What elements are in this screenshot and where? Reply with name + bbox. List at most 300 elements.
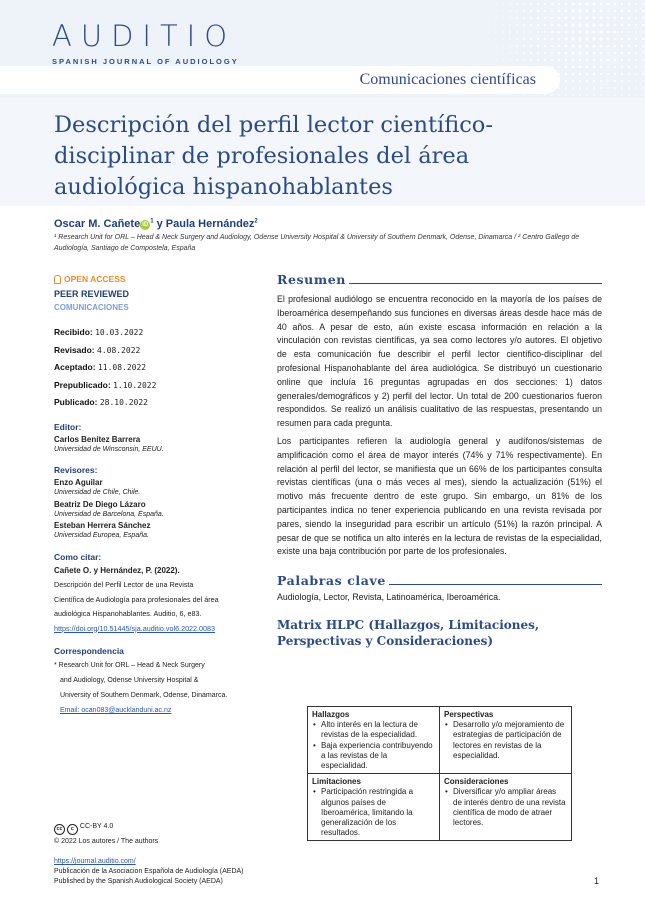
pattern-dot xyxy=(502,52,503,53)
pattern-dot xyxy=(635,3,637,5)
pattern-dot xyxy=(578,37,581,40)
pattern-dot xyxy=(496,60,497,61)
pattern-dot xyxy=(544,59,546,61)
pattern-dot xyxy=(565,3,568,6)
pattern-dot xyxy=(578,16,581,19)
article-sidebar xyxy=(54,274,254,718)
journal-logo[interactable] xyxy=(52,19,239,66)
matrix-cell-consideraciones xyxy=(440,774,572,841)
keywords: Audiología, Lector, Revista, Latinoamérica, Iberoamérica. xyxy=(277,592,501,603)
license-row xyxy=(54,820,158,835)
pattern-dot xyxy=(516,3,518,5)
matrix-row xyxy=(308,774,572,841)
pattern-dot xyxy=(551,10,554,13)
pattern-dot xyxy=(530,10,532,12)
pattern-dot xyxy=(642,10,644,12)
pattern-dot xyxy=(642,66,644,68)
pattern-dot xyxy=(628,73,630,75)
heading-rule xyxy=(349,283,602,284)
pattern-dot xyxy=(607,94,609,96)
list-item: • Desarrollo y/o mejoramiento de estrategias de participación de lectores en revistas de la especialidad. xyxy=(444,720,567,761)
pattern-dot xyxy=(565,66,567,68)
cell-list xyxy=(312,787,435,838)
matrix-cell-limitaciones xyxy=(308,774,440,841)
pattern-dot xyxy=(482,25,483,26)
reviewer-institution: Universidad de Chile, Chile. xyxy=(54,489,141,496)
pattern-dot xyxy=(600,45,603,48)
date-row xyxy=(54,359,254,377)
pattern-dot xyxy=(592,37,595,40)
open-access-label: OPEN ACCESS xyxy=(64,274,126,284)
pattern-dot xyxy=(642,45,644,47)
pattern-dot xyxy=(516,59,517,60)
date-row xyxy=(54,377,254,395)
matrix-row xyxy=(308,707,572,774)
pattern-dot xyxy=(558,94,560,96)
editor-institution: Universidad de Winsconsin, EEUU. xyxy=(54,445,164,453)
pattern-dot xyxy=(544,45,546,47)
pattern-dot xyxy=(635,94,636,95)
pattern-dot xyxy=(614,80,616,82)
pattern-dot xyxy=(496,53,497,54)
author-line xyxy=(54,218,258,230)
section-banner xyxy=(0,66,560,94)
list-item: • Participación restringida a algunos países de Iberoamérica, limitando la generalización de los resultados. xyxy=(312,787,435,838)
list-item: • Baja experiencia contribuyendo a las revistas de la especialidad. xyxy=(312,741,435,772)
pattern-dot xyxy=(496,11,497,12)
date-value: 10.03.2022 xyxy=(95,328,144,337)
date-row xyxy=(54,324,254,342)
creative-commons-icon[interactable]: cc xyxy=(54,824,65,835)
pattern-dot xyxy=(628,38,630,40)
pattern-dot xyxy=(614,73,616,75)
pattern-dot xyxy=(621,24,624,27)
cell-heading: Consideraciones xyxy=(444,777,509,787)
pattern-dot xyxy=(578,44,581,47)
pattern-dot xyxy=(593,80,595,82)
pattern-dot xyxy=(642,31,644,33)
pattern-dot xyxy=(558,59,560,61)
pattern-dot xyxy=(551,31,554,34)
pattern-dot xyxy=(586,66,589,69)
pattern-dot xyxy=(628,94,629,95)
pattern-dot xyxy=(628,3,630,5)
pattern-dot xyxy=(621,10,623,12)
pattern-dot xyxy=(607,73,609,75)
pattern-dot xyxy=(628,24,630,26)
pattern-dot xyxy=(586,80,588,82)
pattern-dot xyxy=(558,31,561,34)
pattern-dot xyxy=(614,94,616,96)
pattern-dot xyxy=(482,32,483,33)
pattern-dot xyxy=(642,87,643,88)
pattern-dot xyxy=(635,87,636,88)
pattern-dot xyxy=(523,24,525,26)
pattern-dot xyxy=(586,87,588,89)
pattern-dot xyxy=(571,23,574,26)
pattern-dot xyxy=(565,17,568,20)
pattern-dot xyxy=(489,18,490,19)
abstract-paragraph: Los participantes refieren la audiología general y audífonos/sistemas de amplificación como el área de mayor interés (74% y 71% respectivamente). En relación al perfil del lector, se manifiesta que un 66% de los participantes consulta revistas científicas (una o más veces al mes), siendo la actualización (51%) el motivo más frecuente dentro de este grupo. Sin embargo, un 81% de los participantes indica no tener experiencia publicando en una revista revisada por pares, siendo la inseguridad para escribir un artículo (51%) la razón principal. A pesar de que se notifica un alto interés en la lectura de revistas de la especialidad, existe una baja contribución por parte de los profesionales. xyxy=(277,435,602,557)
pattern-dot xyxy=(509,24,510,25)
pattern-dot xyxy=(523,3,525,5)
pattern-dot xyxy=(585,9,588,12)
date-value: 4.08.2022 xyxy=(97,345,141,355)
pattern-dot xyxy=(585,30,589,34)
pattern-dot xyxy=(621,38,624,41)
pattern-dot xyxy=(635,73,637,75)
pattern-dot xyxy=(502,59,503,60)
pattern-dot xyxy=(599,16,602,19)
pattern-dot xyxy=(635,38,637,40)
pattern-dot xyxy=(565,52,568,55)
pattern-dot xyxy=(565,94,567,96)
doi-link[interactable]: https://doi.org/10.51445/sja.auditio.vol6.2022.0083 xyxy=(54,623,216,633)
pattern-dot xyxy=(585,44,588,47)
pattern-dot xyxy=(579,87,581,89)
pattern-dot xyxy=(579,3,582,6)
pattern-dot xyxy=(544,17,546,19)
pattern-dot xyxy=(530,94,531,95)
pattern-dot xyxy=(544,10,546,12)
pattern-dot xyxy=(537,10,539,12)
pattern-dot xyxy=(607,87,609,89)
pattern-dot xyxy=(599,30,602,33)
logo-tagline: SPANISH JOURNAL OF AUDIOLOGY xyxy=(52,57,239,66)
pattern-dot xyxy=(530,24,532,26)
pattern-dot xyxy=(592,30,595,33)
pattern-dot xyxy=(572,94,574,96)
pattern-dot xyxy=(572,59,575,62)
pattern-dot xyxy=(509,38,510,39)
pattern-dot xyxy=(509,3,510,4)
pattern-dot xyxy=(502,24,503,25)
pattern-dot xyxy=(551,59,553,61)
pattern-dot xyxy=(516,45,518,47)
date-label: Recibido: xyxy=(54,327,93,337)
pattern-dot xyxy=(635,80,637,82)
pattern-dot xyxy=(551,38,554,41)
pattern-dot xyxy=(523,94,524,95)
cell-list xyxy=(444,787,567,828)
pattern-dot xyxy=(544,52,546,54)
pattern-dot xyxy=(572,10,575,13)
citation-authors: Cañete O. y Hernández, P. (2022). xyxy=(54,565,180,575)
pattern-dot xyxy=(495,31,496,32)
author-separator: y xyxy=(153,218,166,230)
pattern-dot xyxy=(482,53,483,54)
pattern-dot xyxy=(489,46,490,47)
pattern-dot xyxy=(537,45,539,47)
pattern-dot xyxy=(642,17,644,19)
pattern-dot xyxy=(600,73,602,75)
matrix-title: Matrix HLPC (Hallazgos, Limitaciones, Perspectivas y Consideraciones) xyxy=(277,617,540,648)
date-value: 1.10.2022 xyxy=(113,380,157,390)
article-type-label: COMUNICACIONES xyxy=(54,303,129,312)
pattern-dot xyxy=(523,38,525,40)
pattern-dot xyxy=(628,45,630,47)
pattern-dot xyxy=(614,52,617,55)
pattern-dot xyxy=(593,10,596,13)
pattern-dot xyxy=(593,52,596,55)
pattern-dot xyxy=(607,17,610,20)
pattern-dot xyxy=(572,87,574,89)
copyright: © 2022 Los autores / The authors xyxy=(54,838,159,845)
pattern-dot xyxy=(482,18,483,19)
pattern-dot xyxy=(537,94,538,95)
pattern-dot xyxy=(509,17,510,18)
pattern-dot xyxy=(565,45,568,48)
pattern-dot xyxy=(593,87,595,89)
pattern-dot xyxy=(628,10,630,12)
pattern-dot xyxy=(579,94,581,96)
pattern-dot xyxy=(537,31,539,33)
cite-heading: Como citar: xyxy=(54,551,102,562)
email-link[interactable]: Email: ocan083@aucklanduni.ac.nz xyxy=(60,707,172,714)
author-2[interactable]: Paula Hernández xyxy=(165,218,255,230)
pattern-dot xyxy=(621,52,623,54)
pattern-dot xyxy=(489,4,490,5)
pattern-dot xyxy=(593,59,596,62)
journal-footer xyxy=(54,857,244,887)
pattern-dot xyxy=(516,24,518,26)
pattern-dot xyxy=(600,94,602,96)
section-name: Comunicaciones científicas xyxy=(359,71,536,88)
citation-line: Descripción del Perfil Lector de una Revista xyxy=(54,580,194,589)
pattern-dot xyxy=(607,10,610,13)
pattern-dot xyxy=(621,87,623,89)
pattern-dot xyxy=(614,59,616,61)
pattern-dot xyxy=(579,59,582,62)
pattern-dot xyxy=(523,59,525,61)
pattern-dot xyxy=(642,94,643,95)
pattern-dot xyxy=(593,94,595,96)
date-label: Prepublicado: xyxy=(54,379,111,390)
pattern-dot xyxy=(544,31,546,33)
pattern-dot xyxy=(558,87,560,89)
heading-rule xyxy=(389,584,602,585)
pattern-dot xyxy=(530,59,532,61)
pattern-dot xyxy=(621,94,622,95)
pattern-dot xyxy=(537,3,539,5)
cell-heading: Limitaciones xyxy=(312,777,361,787)
pattern-dot xyxy=(585,37,588,40)
editor-heading: Editor: xyxy=(54,421,82,432)
pattern-dot xyxy=(635,52,637,54)
pattern-dot xyxy=(578,30,581,33)
pattern-dot xyxy=(495,17,496,18)
cell-list xyxy=(312,720,435,771)
pattern-dot xyxy=(530,3,532,5)
license-block xyxy=(54,820,158,848)
logo-wordmark: AUDITIO xyxy=(52,19,237,53)
pattern-dot xyxy=(628,87,630,89)
pattern-dot xyxy=(600,3,603,6)
pattern-dot xyxy=(600,52,603,55)
pattern-dot xyxy=(502,3,503,4)
pattern-dot xyxy=(571,30,574,33)
page-number: 1 xyxy=(594,876,600,886)
pattern-dot xyxy=(635,31,637,33)
pattern-dot xyxy=(482,11,483,12)
pattern-dot xyxy=(523,17,525,19)
pattern-dot xyxy=(537,38,539,40)
pattern-dot xyxy=(489,32,490,33)
pattern-dot xyxy=(523,31,525,33)
pattern-dot xyxy=(516,31,518,33)
pattern-dot xyxy=(635,10,637,12)
pattern-dot xyxy=(565,73,567,75)
pattern-dot xyxy=(642,59,644,61)
correspondence-heading: Correspondencia xyxy=(54,646,124,656)
pattern-dot xyxy=(614,45,617,48)
pattern-dot xyxy=(523,52,525,54)
pattern-dot xyxy=(482,60,483,61)
pattern-dot xyxy=(628,80,630,82)
pattern-dot xyxy=(621,3,623,5)
pattern-dot xyxy=(600,80,602,82)
license-label[interactable]: CC-BY 4.0 xyxy=(79,823,114,830)
pattern-dot xyxy=(558,10,561,13)
journal-header xyxy=(0,0,645,98)
pattern-dot xyxy=(614,17,617,20)
pattern-dot xyxy=(544,94,545,95)
pattern-dot xyxy=(489,39,490,40)
peer-reviewed-label: PEER REVIEWED xyxy=(54,289,130,299)
pattern-dot xyxy=(571,44,574,47)
pattern-dot xyxy=(530,31,532,33)
affiliations: ¹ Research Unit for ORL – Head & Neck Surgery and Audiology, Odense University Hospital & University of Southern Denmark, Odense, Dinamarca / ² Centro Gallego de Audiología, Santiago de Compostela, España xyxy=(54,234,580,252)
abstract-heading-text: Resumen xyxy=(277,272,346,287)
pattern-dot xyxy=(628,66,630,68)
pattern-dot xyxy=(489,53,490,54)
pattern-dot xyxy=(642,52,644,54)
pattern-dot xyxy=(502,17,503,18)
pattern-dot xyxy=(558,66,560,68)
pattern-dot xyxy=(642,24,644,26)
keywords-heading xyxy=(277,573,602,588)
abstract-paragraph: El profesional audiólogo se encuentra reconocido en la mayoría de los países de Iberoamérica desempeñando sus funciones en diversas áreas desde hace más de 40 años. A pesar de esto, aún existe escasa información en relación a la vinculación con revistas científicas, ya sea como lectores y/o autores. El objetivo de esta comunicación fue describir el perfil lector científico-disciplinar del profesional Hispanohablante del área audiológica. Se distribuyó un cuestionario online que incluía 16 preguntas agrupadas en dos secciones: 1) datos generales/demográficos y 2) perfil del lector. Un total de 200 cuestionarios fueron respondidos. Se realizó un análisis cualitativo de las respuestas, presentando un resumen para cada pregunta. xyxy=(277,294,602,429)
author-1-affiliation-mark: 1 xyxy=(150,218,154,225)
pattern-dot xyxy=(607,38,610,41)
pattern-dot xyxy=(592,16,595,19)
matrix-cell-perspectivas xyxy=(440,707,572,774)
date-label: Aceptado: xyxy=(54,362,96,372)
pattern-dot xyxy=(509,31,510,32)
pattern-dot xyxy=(551,94,553,96)
pattern-dot xyxy=(516,38,518,40)
pattern-dot xyxy=(517,95,518,96)
pattern-dot xyxy=(572,3,575,6)
pattern-dot xyxy=(621,31,624,34)
editor-name: Carlos Benítez Barrera xyxy=(54,434,141,444)
pattern-dot xyxy=(607,59,610,62)
pattern-dot xyxy=(551,17,554,20)
pattern-dot xyxy=(571,16,574,19)
pattern-dot xyxy=(523,10,525,12)
pattern-dot xyxy=(614,87,616,89)
pattern-dot xyxy=(635,66,637,68)
cell-heading: Perspectivas xyxy=(444,710,494,719)
pattern-dot xyxy=(635,24,637,26)
pattern-dot xyxy=(635,45,637,47)
correspondence-line: * Research Unit for ORL – Head & Neck Surgery xyxy=(54,662,205,669)
pattern-dot xyxy=(614,3,616,5)
pattern-dot xyxy=(614,66,616,68)
reviewer-name: Beatriz De Diego Lázaro xyxy=(54,499,146,509)
open-access-badge xyxy=(54,274,254,284)
article-dates xyxy=(54,324,254,412)
date-row xyxy=(54,394,254,412)
abstract-heading xyxy=(277,272,602,287)
pattern-dot xyxy=(571,37,574,40)
pattern-dot xyxy=(495,45,496,46)
pattern-dot xyxy=(551,24,554,27)
date-label: Revisado: xyxy=(54,344,95,355)
pattern-dot xyxy=(586,3,589,6)
pattern-dot xyxy=(530,38,532,40)
pattern-dot xyxy=(496,4,497,5)
pattern-dot xyxy=(628,52,630,54)
pattern-dot xyxy=(564,30,567,33)
pattern-dot xyxy=(579,80,581,82)
pattern-dot xyxy=(607,80,609,82)
pattern-dot xyxy=(579,66,582,69)
cell-heading: Hallazgos xyxy=(312,710,350,719)
pattern-dot xyxy=(586,73,588,75)
pattern-dot xyxy=(495,24,496,25)
pattern-dot xyxy=(600,87,602,89)
pattern-dot xyxy=(558,24,561,27)
reviewer-institution: Universidad de Barcelona, España. xyxy=(54,510,164,518)
correspondence-line: and Audiology, Odense University Hospital & xyxy=(60,677,199,684)
pattern-dot xyxy=(537,52,539,54)
matrix-cell-hallazgos xyxy=(308,707,440,774)
pattern-dot xyxy=(509,45,510,46)
journal-url-link[interactable]: https://journal.auditio.com/ xyxy=(54,858,136,865)
date-label: Publicado: xyxy=(54,397,98,407)
pattern-dot xyxy=(530,52,532,54)
author-1[interactable]: Oscar M. Cañete xyxy=(54,218,141,230)
pattern-dot xyxy=(564,23,567,26)
pattern-dot xyxy=(621,17,623,19)
author-2-affiliation-mark: 2 xyxy=(254,218,258,225)
pattern-dot xyxy=(607,66,609,68)
pattern-dot xyxy=(489,11,490,12)
pattern-dot xyxy=(516,10,518,12)
reviewer-institution: Universidad Europea, España. xyxy=(54,532,149,539)
pattern-dot xyxy=(572,80,574,82)
pattern-dot xyxy=(600,59,603,62)
pattern-dot xyxy=(558,3,561,6)
pattern-dot xyxy=(621,45,623,47)
pattern-dot xyxy=(495,38,496,39)
article-body xyxy=(277,272,602,649)
date-value: 11.08.2022 xyxy=(97,363,147,372)
pattern-dot xyxy=(593,66,596,69)
pattern-dot xyxy=(502,10,503,11)
pattern-dot xyxy=(621,66,623,68)
pattern-dot xyxy=(482,46,483,47)
pattern-dot xyxy=(621,73,623,75)
pattern-dot xyxy=(544,3,546,5)
date-value: 28.10.2022 xyxy=(99,398,148,407)
pattern-dot xyxy=(558,17,561,20)
reviewer-name: Esteban Herrera Sánchez xyxy=(54,521,151,530)
pattern-dot xyxy=(593,73,595,75)
orcid-icon[interactable]: iD xyxy=(142,222,149,228)
pattern-dot xyxy=(642,3,644,5)
